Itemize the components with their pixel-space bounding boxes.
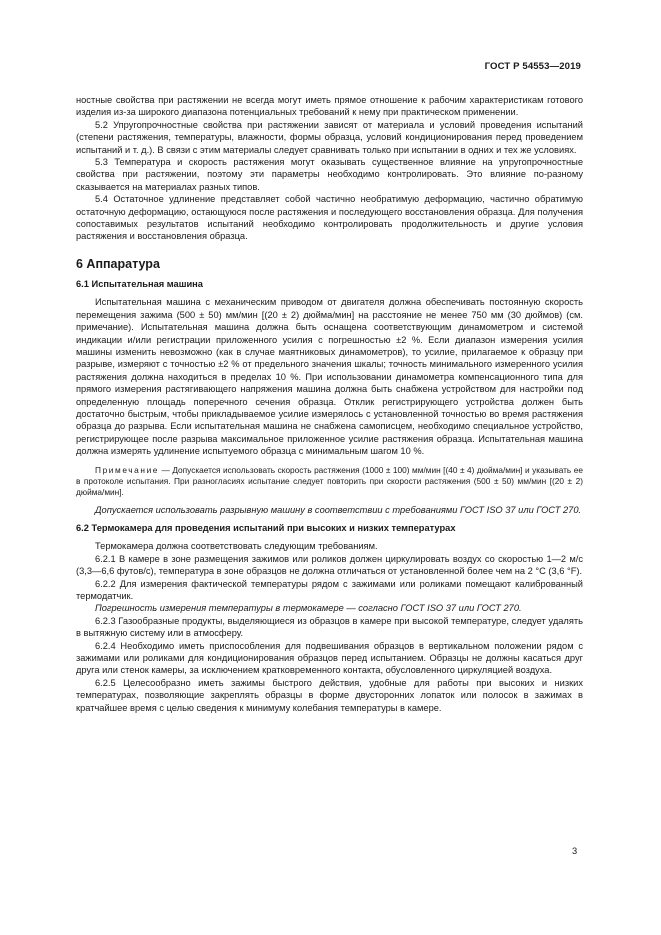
document-body	[76, 94, 583, 714]
subsection-heading-6-2: 6.2 Термокамера для проведения испытаний при высоких и низких температурах	[76, 522, 456, 533]
paragraph-6-2-5: 6.2.5 Целесообразно иметь зажимы быстрого действия, удобные для работы при высоких и низких температурах, позволяющие закреплять образцы в форме двусторонних лопаток или полосок в зажимах в кратчайшее время с целью сведения к минимуму колебания температуры в камере.	[76, 677, 583, 713]
paragraph-5-2: 5.2 Упругопрочностные свойства при растяжении зависят от материала и условий проведения испытаний (степени растяжения, температуры, влажности, формы образца, условий кондиционирования перед проведением испытаний и т. д.). В связи с этим материалы следует сравнивать только при испытании в одних и тех же условиях.	[76, 119, 583, 155]
document-code-header: ГОСТ Р 54553—2019	[484, 61, 581, 72]
section-heading-6: 6 Аппаратура	[76, 256, 160, 271]
page-number: 3	[572, 846, 578, 856]
note-label: Примечание	[95, 464, 160, 475]
paragraph-italic-national-addition-2: Погрешность измерения температуры в термокамере — согласно ГОСТ ISO 37 или ГОСТ 270.	[95, 603, 522, 614]
paragraph-6-2-3: 6.2.3 Газообразные продукты, выделяющиеся из образцов в камере при высокой температуре, следует удалять в вытяжную систему или в атмосферу.	[76, 615, 583, 639]
paragraph-5-3: 5.3 Температура и скорость растяжения могут оказывать существенное влияние на упругопрочностные свойства при растяжении, поэтому эти параметры необходимо контролировать. Это влияние по-разному сказывается на материалах разных типов.	[76, 157, 583, 192]
paragraph-6-2-intro: Термокамера должна соответствовать следующим требованиям.	[95, 541, 378, 552]
note-text: — Допускается использовать скорость растяжения (1000 ± 100) мм/мин [(40 ± 4) дюйма/мин] и указывать ее в протоколе испытания. При разногласиях испытание следует повторить при скорости растяжения (500 ± 50) мм/мин [(20 ± 2) дюйма/мин].	[76, 464, 583, 497]
paragraph-5-4: 5.4 Остаточное удлинение представляет собой частично необратимую деформацию, частично обратимую остаточную деформацию, остающуюся после растяжения и последующего восстановления образца. Для получения сопоставимых результатов испытаний необходимо контролировать продолжительность и другие условия растяжения и восстановления образца.	[76, 194, 583, 242]
paragraph-6-2-2: 6.2.2 Для измерения фактической температуры рядом с зажимами или роликами помещают калиброванный термодатчик.	[76, 578, 583, 601]
subsection-heading-6-1: 6.1 Испытательная машина	[76, 278, 203, 289]
paragraph-italic-national-addition-1: Допускается использовать разрывную машину в соответствии с требованиями ГОСТ ISO 37 или ГОСТ 270.	[95, 504, 582, 515]
paragraph-6-1: Испытательная машина с механическим приводом от двигателя должна обеспечивать постоянную скорость перемещения зажима (500 ± 50) мм/мин [(20 ± 2) дюйма/мин] на расстояние не менее 750 мм (30 дюймов) (см. примечание). Испытательная машина должна быть оснащена соответствующим динамометром и системой индикации и/или регистрации приложенного усилия с погрешностью ±2 %. Если диапазон измерения усилия машины изменить невозможно (как в случае маятниковых динамометров), то усилие, прилагаемое к образцу при разрыве, измеряют с точностью ±2 % от предельного значения шкалы; точность минимального измеренного усилия растяжения должна находиться в пределах 10 %. При использовании динамометра компенсационного типа для прямого измерения растягивающего напряжения машина должна быть снабжена устройством для настройки под определенную площадь поперечного сечения образца. Отклик регистрирующего устройства должен быть достаточно быстрым, чтобы прикладываемое усилие измерялось с установленной точностью во время растяжения образца до разрыва. Если испытательная машина не снабжена самописцем, необходимо специальное устройство, регистрирующее после разрыва максимальное приложенное усилие растяжения образца. Испытательная машина должна измерять удлинение испытуемого образца с минимальным шагом 10 %.	[76, 297, 583, 457]
paragraph-continuation: ностные свойства при растяжении не всегда могут иметь прямое отношение к рабочим характеристикам готового изделия из-за широкого диапазона потенциальных требований к нему при практическом применении.	[76, 95, 583, 118]
note-paragraph	[76, 465, 583, 498]
paragraph-6-2-4: 6.2.4 Необходимо иметь приспособления для подвешивания образцов в вертикальном положении рядом с зажимами или роликами для кондиционирования образцов перед испытанием. Образцы не должны касаться друг друга или стенок камеры, за исключением кратковременного контакта, обусловленного циркуляцией воздуха.	[76, 640, 583, 676]
paragraph-6-2-1: 6.2.1 В камере в зоне размещения зажимов или роликов должен циркулировать воздух со скоростью 1—2 м/с (3,3—6,6 футов/с), температура в зоне образцов не должна отличаться от установленной более чем на 2 °С (3,6 °F).	[76, 553, 583, 577]
